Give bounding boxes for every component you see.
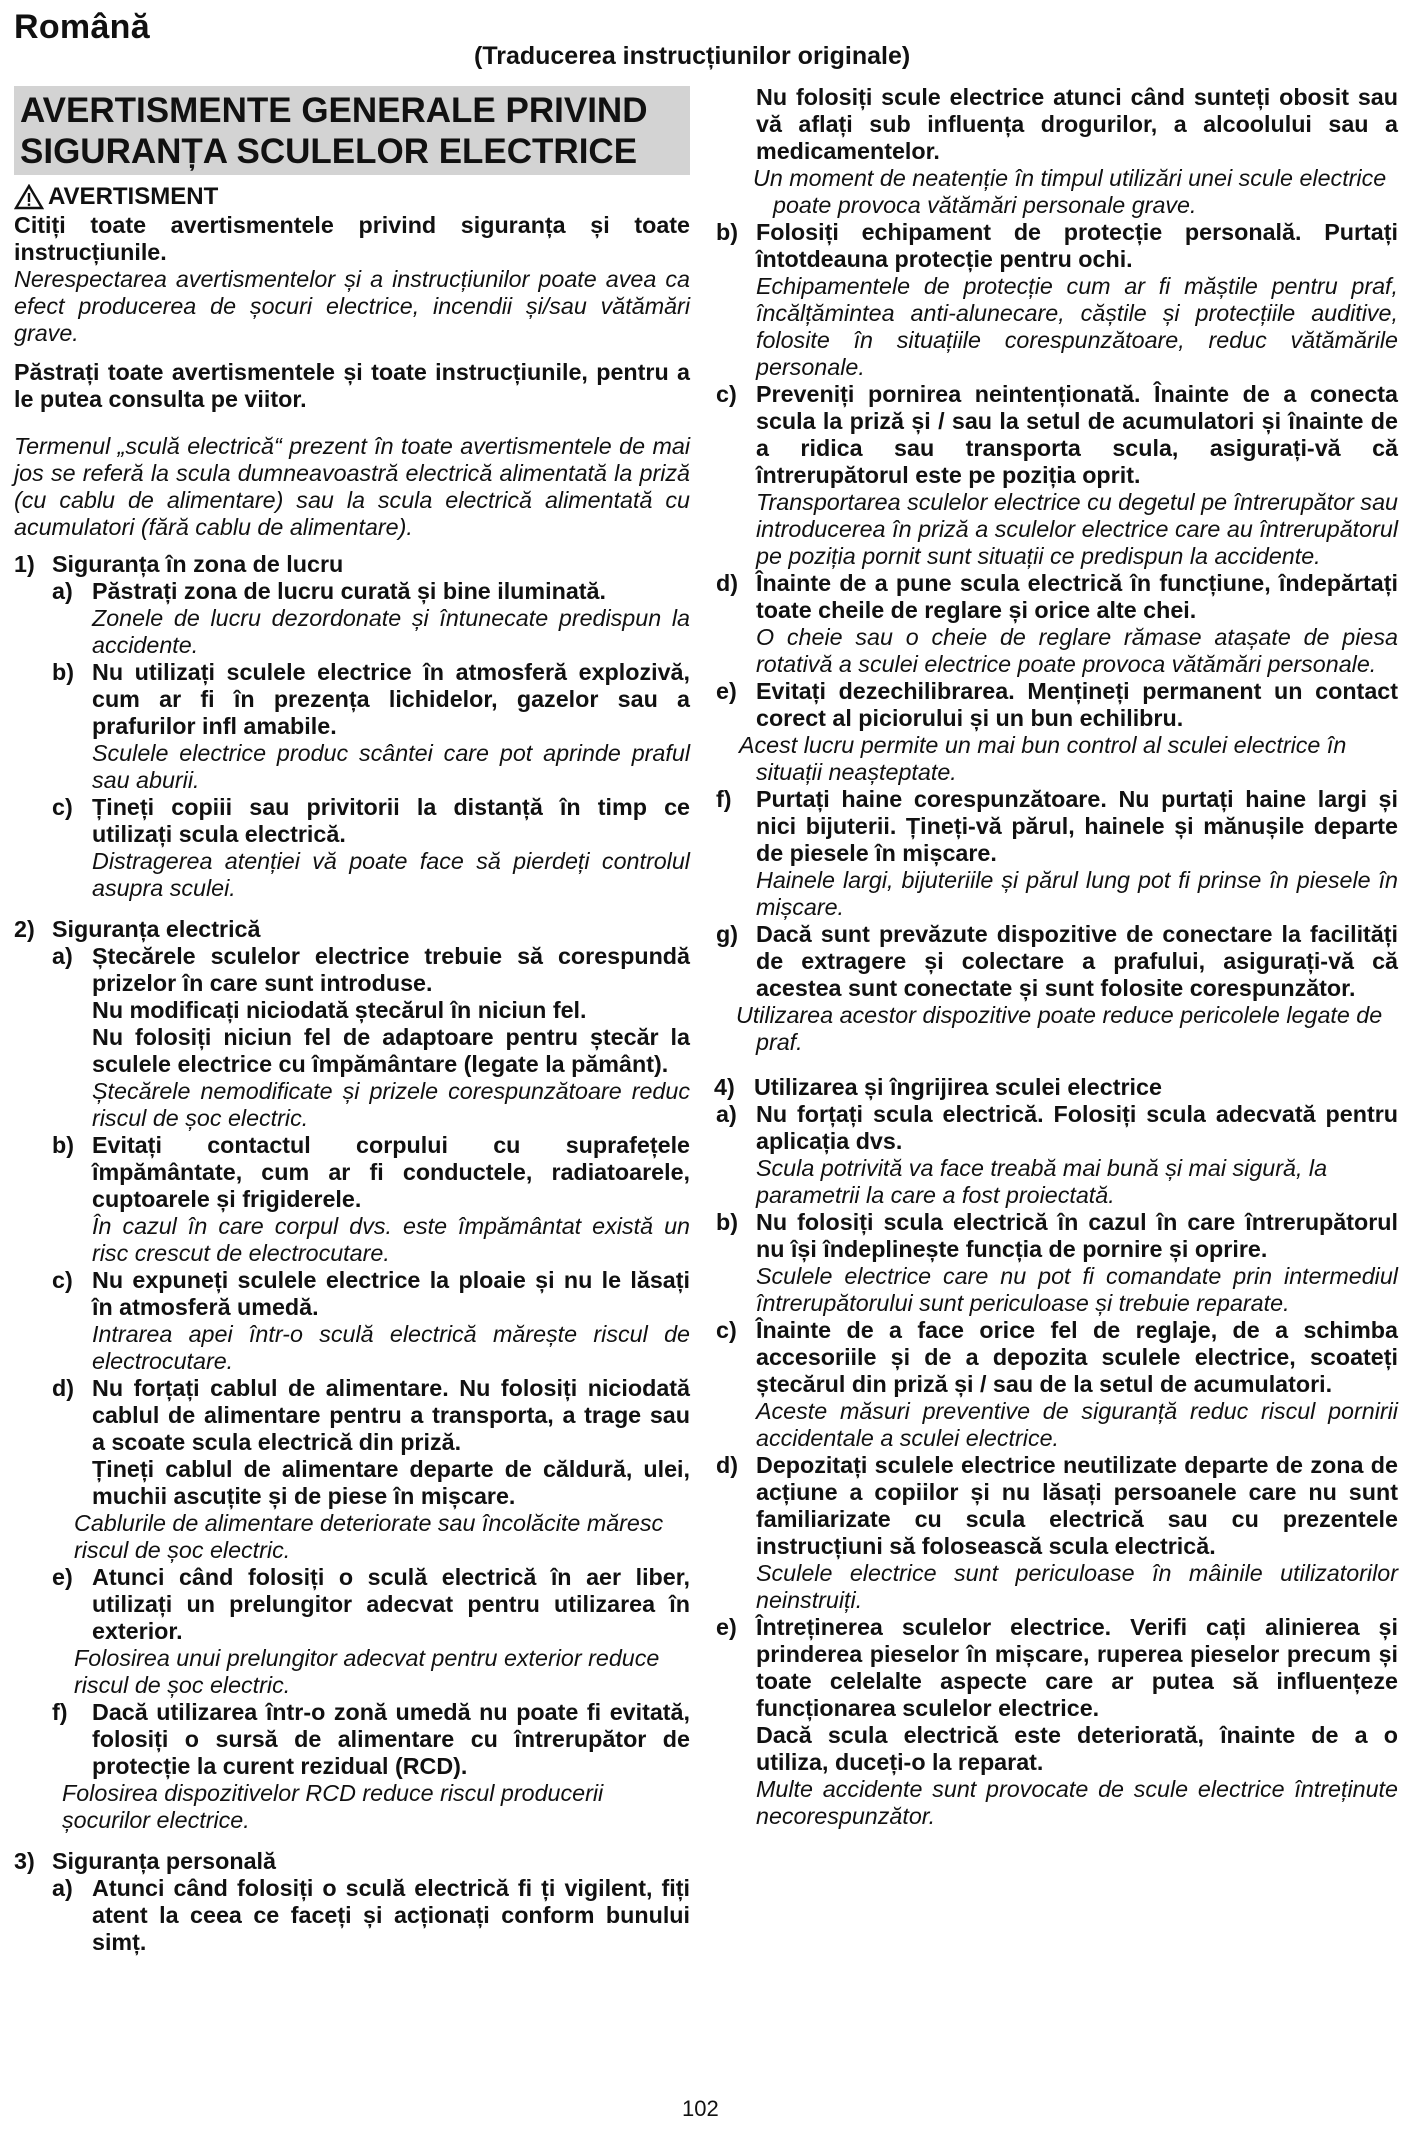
item-letter: b)	[716, 1209, 738, 1235]
rule-3c	[716, 381, 1398, 489]
rule-2f	[14, 1699, 690, 1780]
rule-4a-note: Scula potrivită va face treabă mai bună și mai sigură, la parametrii la care a fost proiectată.	[756, 1155, 1328, 1208]
item-letter: d)	[716, 570, 738, 596]
rule-2f-note: Folosirea dispozitivelor RCD reduce riscul producerii șocurilor electrice.	[62, 1780, 604, 1833]
item-letter: g)	[716, 921, 738, 947]
rule-2e	[14, 1564, 690, 1645]
section-title: Siguranța electrică	[52, 916, 261, 942]
item-letter: e)	[716, 1614, 737, 1640]
item-letter: a)	[52, 943, 73, 969]
item-text: Evitați contactul corpului cu suprafețele împământate, cum ar fi conductele, radiatoarele, cuptoarele și frigiderele.	[92, 1132, 690, 1212]
item-letter: e)	[52, 1564, 73, 1590]
item-letter: d)	[52, 1375, 74, 1401]
item-letter: a)	[52, 1875, 73, 1901]
item-letter: b)	[52, 1132, 74, 1158]
rule-2b-note: În cazul în care corpul dvs. este împământat există un risc crescut de electrocutare.	[92, 1213, 690, 1266]
language-heading: Română	[14, 8, 150, 46]
rule-4b-note: Sculele electrice care nu pot fi comandate prin intermediul întrerupătorului sunt periculoase și trebuie reparate.	[756, 1263, 1398, 1316]
item-text: Atunci când folosiți o sculă electrică în aer liber, utilizați un prelungitor adecvat pentru utilizarea în exterior.	[92, 1564, 690, 1644]
rule-2d	[14, 1375, 690, 1456]
rule-4d-note: Sculele electrice sunt periculoase în mâinile utilizatorilor neinstruiți.	[756, 1560, 1398, 1613]
item-letter: a)	[716, 1101, 737, 1127]
section-title: Utilizarea și îngrijirea sculei electrice	[754, 1074, 1162, 1100]
item-text: Folosiți echipament de protecție personală. Purtați întotdeauna protecție pentru ochi.	[756, 219, 1398, 272]
item-text: Dacă sunt prevăzute dispozitive de conectare la facilități de extragere și colectare a prafului, asigurați-vă că acestea sunt conectate și sunt folosite corespunzător.	[756, 921, 1398, 1001]
item-text: Depozitați sculele electrice neutilizate departe de zona de acțiune a copiilor și nu lăsați persoanele care nu sunt familiarizate cu scula electrică sau cu prezentele instrucțiuni să folosească scula electrică.	[756, 1452, 1398, 1559]
item-text: Țineți copiii sau privitorii la distanță în timp ce utilizați scula electrică.	[92, 794, 690, 847]
rule-2b	[14, 1132, 690, 1213]
left-column	[14, 86, 690, 1956]
rule-3b-note: Echipamentele de protecție cum ar fi măștile pentru praf, încălțămintea anti-alunecare, căștile și protecțiile auditive, folosite în situațiile corespunzătoare, reduc vătămările personale.	[756, 273, 1398, 380]
rule-1a-note: Zonele de lucru dezordonate și întunecate predispun la accidente.	[92, 605, 690, 658]
rule-3e	[716, 678, 1398, 732]
rule-2a-note: Ștecărele nemodificate și prizele corespunzătoare reduc riscul de șoc electric.	[92, 1078, 690, 1131]
page-number: 102	[682, 2096, 719, 2121]
item-letter: f)	[52, 1699, 68, 1725]
rule-3d-note: O cheie sau o cheie de reglare rămase atașate de piesa rotativă a sculei electrice poate provoca vătămări personale.	[756, 624, 1398, 677]
item-text: Înainte de a face orice fel de reglaje, de a schimba accesoriile și de a depozita sculele electrice, scoateți ștecărul din priză și / sau de la setul de acumulatori.	[756, 1317, 1398, 1397]
rule-4a	[716, 1101, 1398, 1155]
section-number: 4)	[714, 1074, 735, 1100]
item-letter: c)	[716, 381, 737, 407]
warning-triangle-icon	[14, 184, 44, 210]
rule-2c-note: Intrarea apei într-o sculă electrică mărește riscul de electrocutare.	[92, 1321, 690, 1374]
item-text: Purtați haine corespunzătoare. Nu purtați haine largi și nici bijuterii. Țineți-vă părul, hainele și mănușile departe de piesele în mișcare.	[756, 786, 1398, 866]
warning-label-row	[14, 183, 690, 210]
item-letter: e)	[716, 678, 737, 704]
item-text: Evitați dezechilibrarea. Mențineți permanent un contact corect al piciorului și un bun echilibru.	[756, 678, 1398, 731]
rule-1c	[14, 794, 690, 848]
rule-3d	[716, 570, 1398, 624]
rule-3g	[716, 921, 1398, 1002]
section-1-title	[14, 551, 690, 578]
rule-3g-note: Utilizarea acestor dispozitive poate reduce pericolele legate de praf.	[736, 1002, 1383, 1055]
item-text: Nu expuneți sculele electrice la ploaie și nu le lăsați în atmosferă umedă.	[92, 1267, 690, 1320]
item-letter: c)	[52, 1267, 73, 1293]
rule-3a-continued: Nu folosiți scule electrice atunci când sunteți obosit sau vă aflați sub influența drogurilor, a alcoolului sau a medicamentelor.	[756, 84, 1398, 164]
item-letter: f)	[716, 786, 732, 812]
item-text: Întreținerea sculelor electrice. Verifi cați alinierea și prinderea pieselor în mișcare, ruperea pieselor precum și toate celelalte aspecte care ar putea să influențeze funcționarea sculelor electrice.	[756, 1614, 1398, 1721]
rule-1b-note: Sculele electrice produc scântei care pot aprinde praful sau aburii.	[92, 740, 690, 793]
item-text: Nu folosiți scula electrică în cazul în care întrerupătorul nu își îndeplinește funcția de pornire și oprire.	[756, 1209, 1398, 1262]
rule-1a	[14, 578, 690, 605]
item-text: Preveniți pornirea neintenționată. Înainte de a conecta scula la priză și / sau la setul de acumulatori și înainte de a ridica sau transporta scula, asigurați-vă că întrerupătorul este pe poziția oprit.	[756, 381, 1398, 488]
right-column	[716, 84, 1398, 1830]
section-number: 2)	[14, 916, 35, 942]
item-text: Nu utilizați sculele electrice în atmosferă explozivă, cum ar fi în prezența lichidelor, gazelor sau a prafurilor infl amabile.	[92, 659, 690, 739]
item-letter: b)	[716, 219, 738, 245]
rule-3f-note: Hainele largi, bijuteriile și părul lung pot fi prinse în piesele în mișcare.	[756, 867, 1398, 920]
item-letter: c)	[716, 1317, 737, 1343]
section-number: 3)	[14, 1848, 35, 1874]
rule-3a	[14, 1875, 690, 1956]
section-title: Siguranța în zona de lucru	[52, 551, 344, 577]
rule-3a-note: Un moment de neatenție în timpul utilizări unei scule electrice poate provoca vătămări personale grave.	[753, 165, 1387, 218]
item-text: Ștecărele sculelor electrice trebuie să corespundă prizelor în care sunt introduse.	[92, 943, 690, 996]
warning-label: AVERTISMENT	[48, 183, 219, 210]
rule-4d	[716, 1452, 1398, 1560]
rule-4e	[716, 1614, 1398, 1722]
rule-1b	[14, 659, 690, 740]
rule-4e-note: Multe accidente sunt provocate de scule electrice întreținute necorespunzător.	[756, 1776, 1398, 1829]
rule-4c	[716, 1317, 1398, 1398]
rule-3f	[716, 786, 1398, 867]
rule-1c-note: Distragerea atenției vă poate face să pierdeți controlul asupra sculei.	[92, 848, 690, 901]
rule-3b	[716, 219, 1398, 273]
rule-2c	[14, 1267, 690, 1321]
item-text: Nu forțați cablul de alimentare. Nu folosiți niciodată cablul de alimentare pentru a transporta, a trage sau a scoate scula electrică din priză.	[92, 1375, 690, 1455]
term-definition: Termenul „sculă electrică“ prezent în toate avertismentele de mai jos se referă la scula dumneavoastră electrică alimentată la priză (cu cablu de alimentare) sau la scula electrică alimentată cu acumulatori (fără cablu de alimentare).	[14, 433, 690, 540]
item-letter: c)	[52, 794, 73, 820]
rule-4b	[716, 1209, 1398, 1263]
keep-instructions: Păstrați toate avertismentele și toate instrucțiunile, pentru a le putea consulta pe viitor.	[14, 359, 690, 412]
rule-2d-note: Cablurile de alimentare deteriorate sau încolăcite măresc riscul de șoc electric.	[74, 1510, 664, 1563]
rule-2d-text-2: Țineți cablul de alimentare departe de căldură, ulei, muchii ascuțite și de piese în mișcare.	[92, 1456, 690, 1509]
intro-bold: Citiți toate avertismentele privind siguranța și toate instrucțiunile.	[14, 212, 690, 265]
section-4-title	[714, 1074, 1398, 1101]
item-text: Înainte de a pune scula electrică în funcțiune, îndepărtați toate cheile de reglare și orice alte chei.	[756, 570, 1398, 623]
section-2-title	[14, 916, 690, 943]
item-text: Dacă utilizarea într-o zonă umedă nu poate fi evitată, folosiți o sursă de alimentare cu întrerupător de protecție la curent rezidual (RCD).	[92, 1699, 690, 1779]
item-letter: b)	[52, 659, 74, 685]
translation-note: (Traducerea instrucțiunilor originale)	[474, 42, 911, 70]
intro-italic: Nerespectarea avertismentelor și a instrucțiunilor poate avea ca efect producerea de șocuri electrice, incendii și/sau vătămări grave.	[14, 266, 690, 346]
rule-3e-note: Acest lucru permite un mai bun control al sculei electrice în situații neașteptate.	[739, 732, 1347, 785]
section-3-title	[14, 1848, 690, 1875]
item-text: Atunci când folosiți o sculă electrică fi ți vigilent, fiți atent la ceea ce faceți și acționați conform bunului simț.	[92, 1875, 690, 1955]
section-number: 1)	[14, 551, 35, 577]
item-text: Nu forțați scula electrică. Folosiți scula adecvată pentru aplicația dvs.	[756, 1101, 1398, 1154]
rule-4e-text-2: Dacă scula electrică este deteriorată, înainte de a o utiliza, duceți-o la reparat.	[756, 1722, 1398, 1775]
item-letter: a)	[52, 578, 73, 604]
section-title: Siguranța personală	[52, 1848, 276, 1874]
item-text: Păstrați zona de lucru curată și bine iluminată.	[92, 578, 606, 604]
rule-3c-note: Transportarea sculelor electrice cu degetul pe întrerupător sau introducerea în priză a sculelor electrice care au întrerupătorul pe poziția pornit sunt situații ce predispun la accidente.	[756, 489, 1398, 569]
rule-2e-note: Folosirea unui prelungitor adecvat pentru exterior reduce riscul de șoc electric.	[74, 1645, 660, 1698]
rule-2a-text-2: Nu modificați niciodată ștecărul în niciun fel.	[92, 997, 587, 1023]
section-header: AVERTISMENTE GENERALE PRIVIND SIGURANȚA SCULELOR ELECTRICE	[14, 86, 690, 175]
rule-4c-note: Aceste măsuri preventive de siguranță reduc riscul pornirii accidentale a sculei electrice.	[756, 1398, 1398, 1451]
rule-2a	[14, 943, 690, 997]
rule-2a-text-3: Nu folosiți niciun fel de adaptoare pentru ștecăr la sculele electrice cu împământare (legate la pământ).	[92, 1024, 690, 1077]
item-letter: d)	[716, 1452, 738, 1478]
